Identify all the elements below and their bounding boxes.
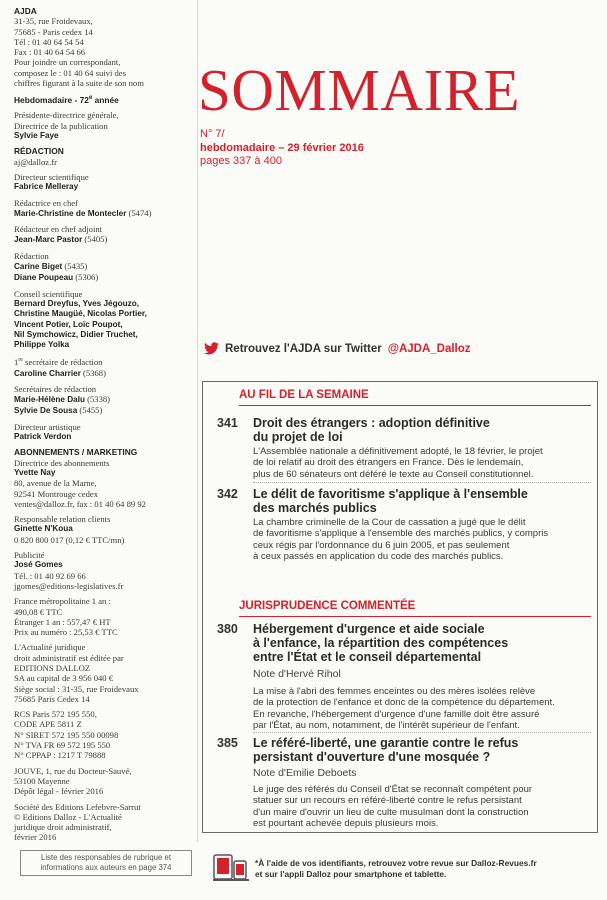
issue-pages: pages 337 à 400 [200, 155, 282, 167]
contact-line: jgomes@editions-legislatives.fr [14, 580, 124, 591]
page-number: 341 [217, 416, 238, 430]
copyright-block [14, 802, 192, 843]
person-name: Marie-Hélène Dalu [14, 395, 85, 405]
correspondant-line: chiffres figurant à la suite de son nom [14, 78, 144, 89]
extension: (5338) [84, 394, 111, 405]
role-label: Rédacteur en chef adjoint [14, 224, 103, 235]
issue-info [200, 128, 364, 169]
correspondant-line: Pour joindre un correspondant, [14, 57, 121, 68]
section-rule [239, 616, 591, 617]
subscriptions-block [14, 447, 192, 509]
extension: (5306) [73, 272, 99, 283]
president-name: Sylvie Faye [14, 131, 59, 141]
section-rule [239, 405, 591, 406]
entry-title[interactable] [253, 416, 593, 444]
role-tail: secrétaire de rédaction [22, 357, 103, 368]
person-name: Caroline Charrier [14, 368, 81, 378]
price-line: France métropolitaine 1 an : [14, 596, 111, 607]
twitter-text: Retrouvez l'AJDA sur Twitter [225, 342, 382, 355]
fax-line: Fax : 01 40 64 54 66 [14, 47, 86, 58]
person-name: Fabrice Melleray [14, 182, 79, 192]
customer-relations-block [14, 514, 192, 545]
toc-box [202, 381, 598, 833]
entry-title-line: Hébergement d'urgence et aide sociale [253, 622, 485, 636]
role-label: Directrice des abonnements [14, 457, 110, 468]
frequency-text: Hebdomadaire - 72 [14, 95, 89, 106]
editor-line: EDITIONS DALLOZ [14, 662, 91, 673]
page-number: 342 [217, 487, 238, 501]
person-line [14, 394, 192, 405]
twitter-bird-icon [204, 342, 219, 355]
frequency [14, 93, 192, 105]
page-number: 380 [217, 622, 238, 636]
copyright-line: © Editions Dalloz - L'Actualité [14, 811, 122, 822]
role-text: 1 [14, 357, 19, 368]
summary-line: est pourtant achevée depuis plusieurs mois. [253, 817, 439, 829]
entry-summary [253, 784, 591, 829]
price-line: 490,08 € TTC [14, 606, 63, 617]
summary-line: de loi relatif au droit des étrangers en France. Dès le lendemain, [253, 457, 524, 469]
page-title: SOMMAIRE [198, 57, 520, 123]
person-name: Marie-Christine de Montecler [14, 208, 127, 218]
redaction-email: aj@dalloz.fr [14, 156, 57, 167]
person-line [14, 272, 192, 283]
person-line [14, 234, 192, 245]
editor-line: 75685 Paris Cedex 14 [14, 693, 90, 704]
entry-separator [253, 732, 591, 733]
summary-line: La mise à l'abri des femmes enceintes ou des mères isolées relève [253, 686, 536, 697]
masthead-column [14, 6, 192, 848]
entry-author: Note d'Emilie Deboets [253, 767, 357, 779]
registration-line: CODE APE 5811 Z [14, 719, 82, 730]
printer-line: 53100 Mayenne [14, 775, 70, 786]
council-names: Nil Symchowicz, Didier Truchet, [14, 329, 138, 339]
devices-icon [213, 852, 249, 882]
extension: (5368) [80, 367, 106, 378]
president-role: Présidente-directrice générale, [14, 110, 119, 121]
role-label: Directeur scientifique [14, 171, 89, 182]
council-names: Vincent Potier, Loïc Poupot, [14, 319, 123, 329]
extension: (5455) [77, 405, 103, 416]
summary-line: En revanche, l'hébergement d'urgence d'une famille doit être assuré [253, 708, 540, 720]
twitter-handle-link[interactable]: @AJDA_Dalloz [387, 342, 471, 355]
person-line [14, 261, 192, 272]
extension: (5405) [82, 234, 108, 245]
council-names: Christine Maugüé, Nicolas Portier, [14, 309, 147, 319]
scientific-council-block [14, 289, 192, 351]
entry-title-line: Le référé-liberté, une garantie contre le refus [253, 736, 519, 750]
summary-line: L'Assemblée nationale a définitivement adopté, le 18 février, le projet [253, 446, 543, 457]
address-line: ventes@dalloz.fr, fax : 01 40 64 89 92 [14, 498, 146, 509]
entry-summary [253, 686, 591, 731]
registration-line: RCS Paris 572 195 550, [14, 709, 97, 720]
first-secretary-block [14, 355, 192, 378]
editor-line: Siège social : 31-35, rue Froidevaux [14, 683, 139, 694]
role-label: Rédactrice en chef [14, 197, 78, 208]
extension: (5435) [62, 261, 88, 272]
council-names: Bernard Dreyfus, Yves Jégouzo, [14, 298, 139, 308]
redaction-block [14, 146, 192, 167]
person-name: Carine Biget [14, 262, 63, 272]
subscriptions-label: ABONNEMENTS / MARKETING [14, 447, 138, 458]
entry-title[interactable] [253, 622, 593, 664]
section-title: JURISPRUDENCE COMMENTÉE [239, 600, 416, 612]
printer-block [14, 766, 192, 797]
frequency-sup: e [88, 95, 93, 102]
twitter-promo[interactable] [204, 342, 471, 355]
redaction-label: RÉDACTION [14, 146, 64, 157]
entry-author: Note d'Hervé Rihol [253, 668, 341, 680]
price-line: Étranger 1 an : 557,47 € HT [14, 616, 111, 627]
summary-line: Le juge des référés du Conseil d'État se reconnaît compétent pour [253, 784, 533, 795]
entry-title-line: Droit des étrangers : adoption définitive [253, 416, 490, 430]
entry-summary [253, 517, 591, 562]
summary-line: ceux régis par l'ordonnance du 6 juin 2005, et pas seulement [253, 539, 510, 551]
role-label: Responsable relation clients [14, 514, 111, 525]
summary-line: par l'État, au nom, notamment, de l'intérêt supérieur de l'enfant. [253, 719, 520, 731]
entry-summary [253, 446, 591, 480]
person-name: Sylvie De Sousa [14, 406, 78, 416]
role-label: Secrétaires de rédaction [14, 383, 97, 394]
summary-line: plus de 60 sénateurs ont déféré le texte au Conseil constitutionnel. [253, 468, 534, 480]
person-name: Diane Poupeau [14, 273, 74, 283]
entry-title-line: à l'enfance, la répartition des compétences [253, 636, 509, 650]
editor-line: SA au capital de 3 956 040 € [14, 673, 114, 684]
column-divider [197, 0, 198, 842]
prices-block [14, 596, 192, 637]
council-names: Philippe Yolka [14, 340, 70, 350]
role-sup: re [18, 357, 23, 364]
person-line [14, 405, 192, 416]
role-label: Publicité [14, 550, 45, 561]
editor-in-chief-block [14, 198, 192, 220]
summary-line: de la protection de l'enfance et donc de la compétence du département. [253, 697, 555, 709]
footer-note [255, 858, 595, 880]
president-block [14, 110, 192, 141]
scientific-director-block [14, 172, 192, 193]
person-line [14, 208, 192, 219]
art-director-block [14, 422, 192, 443]
person-name: José Gomes [14, 560, 63, 570]
registration-line: N° TVA FR 69 572 195 550 [14, 740, 111, 751]
entry-title[interactable] [253, 487, 593, 515]
phone-line: Tél : 01 40 64 54 54 [14, 36, 84, 47]
role-label: Rédaction [14, 250, 49, 261]
phone-line: 0 820 800 017 (0,12 € TTC/mn) [14, 534, 125, 545]
copyright-line: juridique droit administratif, [14, 822, 112, 833]
section-title: AU FIL DE LA SEMAINE [239, 389, 369, 401]
copyright-line: Société des Editions Lefebvre-Sarrut [14, 801, 141, 812]
registration-line: N° SIRET 572 195 550 00098 [14, 729, 119, 740]
issue-number: N° 7/ [200, 128, 225, 140]
entry-title-line: persistant d'ouverture d'une mosquée ? [253, 750, 491, 764]
contact-line: Tél. : 01 40 92 69 66 [14, 570, 86, 581]
extension: (5474) [126, 207, 152, 218]
printer-line: JOUVE, 1, rue du Docteur-Sauvé, [14, 765, 132, 776]
person-line [14, 368, 192, 379]
entry-title-line: entre l'État et le conseil départemental [253, 650, 482, 664]
redaction-staff-block [14, 251, 192, 284]
issue-date: hebdomadaire – 29 février 2016 [200, 141, 364, 154]
entry-title[interactable] [253, 736, 593, 764]
entry-title-line: du projet de loi [253, 430, 343, 444]
person-name: Jean-Marc Pastor [14, 235, 83, 245]
editor-block [14, 642, 192, 704]
role-label: Directeur artistique [14, 421, 81, 432]
publisher-contact [14, 6, 192, 88]
summary-line: La chambre criminelle de la Cour de cassation a jugé que le délit [253, 517, 526, 528]
summary-line: d'un maire d'ouvrir un lieu de culte musulman dont la construction [253, 806, 529, 818]
secretaries-block [14, 384, 192, 417]
frequency-tail: année [92, 95, 119, 106]
rubric-note-box: Liste des responsables de rubrique et informations aux auteurs en page 374 [20, 850, 192, 876]
role-label: Conseil scientifique [14, 288, 83, 299]
price-line: Prix au numéro : 25,53 € TTC [14, 627, 118, 638]
registration-line: N° CPPAP : 1217 T 79888 [14, 750, 106, 761]
printer-line: Dépôt légal - février 2016 [14, 786, 104, 797]
deputy-editor-block [14, 224, 192, 246]
entry-title-line: Le délit de favoritisme s'applique à l'ensemble [253, 487, 528, 501]
person-name: Ginette N'Koua [14, 524, 73, 534]
copyright-line: février 2016 [14, 832, 57, 843]
president-role: Directrice de la publication [14, 120, 108, 131]
masthead-ajda-label: AJDA [14, 6, 37, 16]
address-line: 92541 Montrouge cedex [14, 488, 99, 499]
footer-line: et sur l'appli Dalloz pour smartphone et tablette. [255, 869, 447, 879]
registration-block [14, 709, 192, 760]
entry-title-line: des marchés publics [253, 501, 377, 515]
correspondant-line: composez le : 01 40 64 suivi des [14, 67, 126, 78]
entry-separator [253, 482, 591, 483]
summary-line: de favoritisme s'applique à l'ensemble des marchés publics, y compris [253, 528, 549, 540]
summary-line: statuer sur un recours en référé-liberté contre le refus persistant [253, 795, 522, 807]
editor-line: droit administratif est éditée par [14, 652, 124, 663]
footer-line: *À l'aide de vos identifiants, retrouvez votre revue sur Dalloz-Revues.fr [255, 858, 537, 868]
frequency-label [14, 93, 192, 105]
person-name: Patrick Verdon [14, 432, 72, 442]
advertising-block [14, 550, 192, 591]
role-label [14, 355, 192, 367]
address-line: 80, avenue de la Marne, [14, 478, 97, 489]
address-line: 75685 - Paris cedex 14 [14, 26, 93, 37]
summary-line: à ceux passés en application du code des marchés publics. [253, 550, 504, 562]
editor-line: L'Actualité juridique [14, 642, 86, 653]
address-line: 31-35, rue Froidevaux, [14, 16, 93, 27]
person-name: Yvette Nay [14, 467, 56, 477]
page-number: 385 [217, 736, 238, 750]
